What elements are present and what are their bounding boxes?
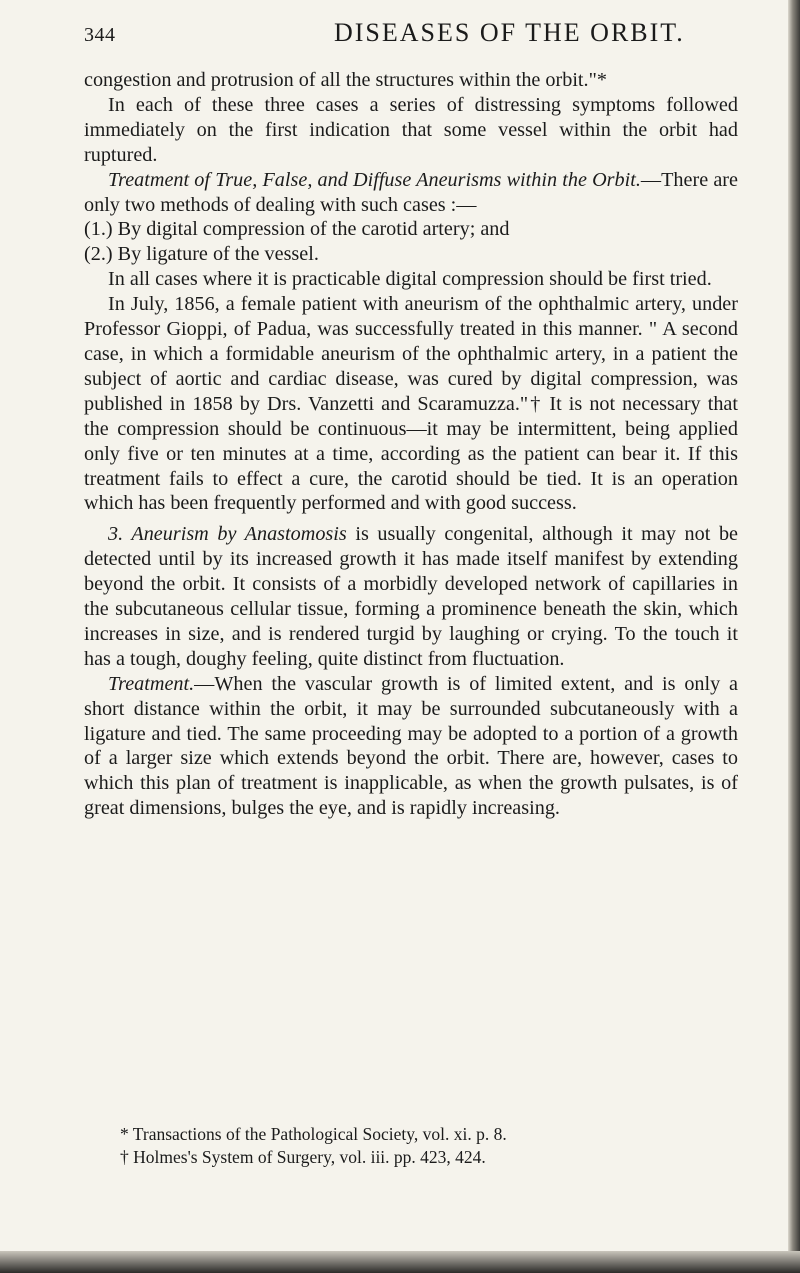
- paragraph-case-history: In July, 1856, a female patient with aneurism of the ophthalmic artery, under Professor Gioppi, of Padua, was successfully treated in this manner. " A second case, in which a formidable aneurism of the ophthalmic artery, in a patient the subject of aortic and cardiac disease, was cured by digital compression, was published in 1858 by Drs. Vanzetti and Scaramuzza."† It is not necessary that the compression should be continuous—it may be intermittent, being applied only five or ten minutes at a time, according as the patient can bear it. If this treatment fails to effect a cure, the carotid should be tied. It is an operation which has been frequently performed and with good success.: [84, 293, 738, 515]
- footnote-pathological-society: * Transactions of the Pathological Society, vol. xi. p. 8.: [120, 1124, 507, 1144]
- paragraph-aneurism-by-anastomosis: [84, 522, 738, 671]
- section-heading-aneurism-by-anastomosis: 3. Aneurism by Anastomosis: [108, 523, 347, 546]
- list-item-digital-compression: (1.) By digital compression of the carotid artery; and: [84, 218, 510, 241]
- footnote-holmes-system: † Holmes's System of Surgery, vol. iii. pp. 423, 424.: [120, 1147, 486, 1167]
- paragraph-text: is usually congenital, although it may not be detected until by its increased growth it has made itself manifest by extending beyond the orbit. It consists of a morbidly developed network of capillaries in the subcutaneous cellular tissue, forming a prominence beneath the skin, which increases in size, and is rendered turgid by laughing or crying. To the touch it has a tough, doughy feeling, quite distinct from fluctuation.: [84, 523, 738, 670]
- book-edge-right: [788, 0, 800, 1273]
- section-heading-treatment-aneurisms: Treatment of True, False, and Diffuse Aneurisms within the Orbit.: [108, 168, 641, 191]
- paragraph-continuation: congestion and protrusion of all the structures within the orbit."*: [84, 69, 607, 91]
- list-item-ligature: (2.) By ligature of the vessel.: [84, 243, 319, 266]
- body-text: [84, 68, 738, 821]
- paragraph-treatment-vascular-growth: [84, 672, 738, 821]
- paragraph-digital-compression-first: In all cases where it is practicable digital compression should be first tried.: [108, 268, 712, 291]
- page-header: [84, 18, 724, 58]
- section-heading-treatment: Treatment.: [108, 672, 195, 695]
- book-edge-bottom: [0, 1251, 800, 1273]
- paragraph-text: —There are only two methods of dealing with such cases :—: [84, 168, 738, 216]
- paragraph-text: —When the vascular growth is of limited extent, and is only a short distance within the orbit, it may be surrounded subcutaneously with a ligature and tied. The same proceeding may be adopted to a portion of a growth of a larger size which extends beyond the orbit. There are, however, cases to which this plan of treatment is inapplicable, as when the growth pulsates, is of great dimensions, bulges the eye, and is rapidly increasing.: [84, 672, 738, 820]
- page-number: 344: [84, 24, 116, 46]
- footnotes: [120, 1123, 740, 1169]
- paragraph-treatment-aneurisms: [84, 168, 738, 218]
- paragraph-symptoms: In each of these three cases a series of distressing symptoms followed immediately on the first indication that some vessel within the orbit had ruptured.: [84, 93, 738, 166]
- running-head: DISEASES OF THE ORBIT.: [334, 18, 685, 47]
